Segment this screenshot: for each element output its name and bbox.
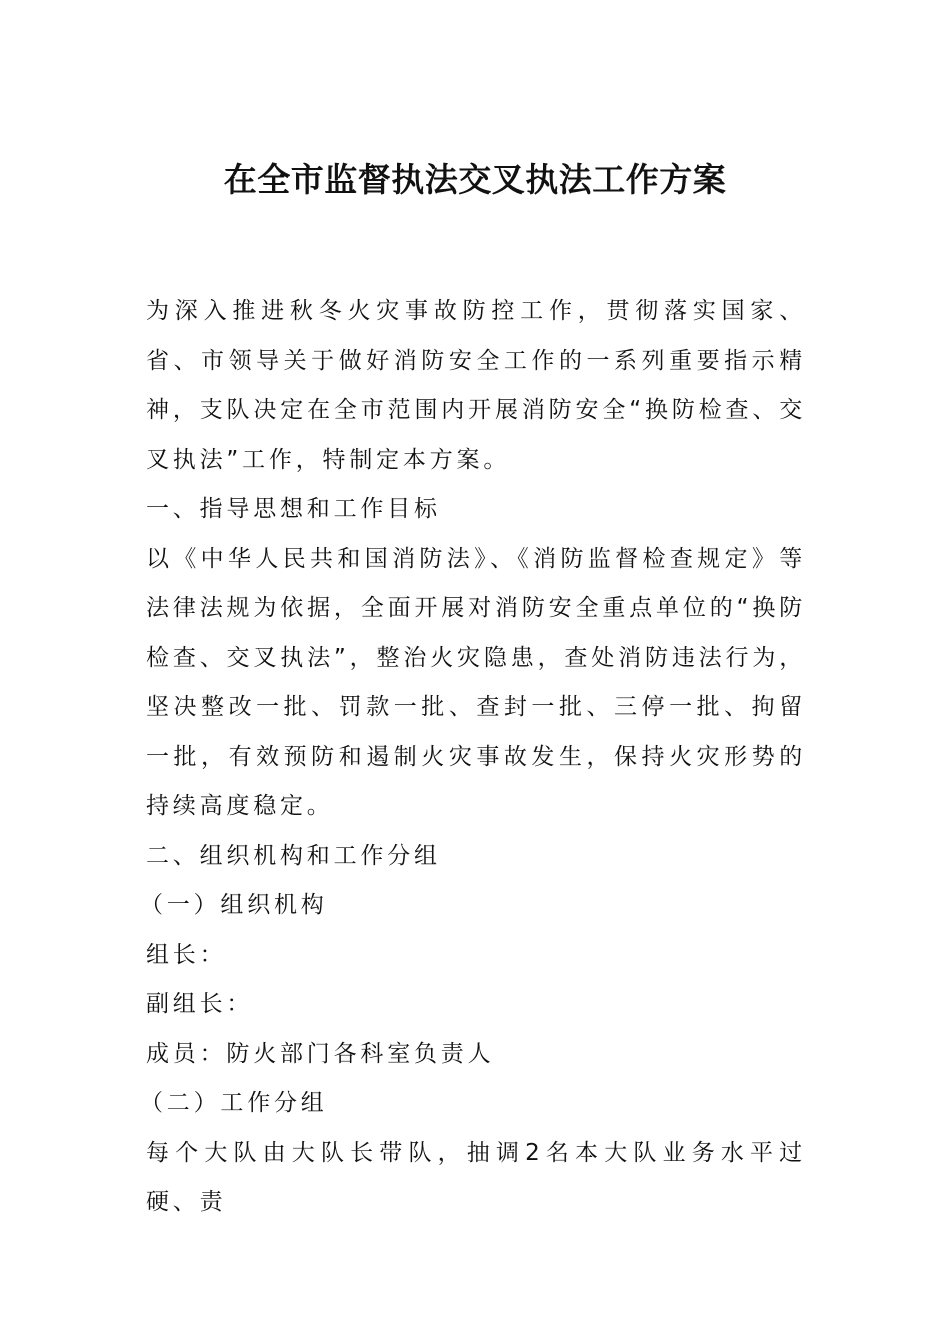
section-1-heading: 一、指导思想和工作目标 <box>146 496 441 522</box>
document-body <box>140 287 806 1228</box>
subsection-1-heading: （一）组织机构 <box>140 892 328 918</box>
leader-line: 组长： <box>146 941 227 968</box>
deputy-leader-line: 副组长： <box>146 991 254 1017</box>
section-1-paragraph: 以《中华人民共和国消防法》、《消防监督检查规定》等法律法规为依据，全面开展对消防安全重点单位的“换防检查、交叉执法”，整治火灾隐患，查处消防违法行为，坚决整改一批、罚款一批、查封一批、三停一批、拘留一批，有效预防和遏制火灾事故发生，保持火灾形势的持续高度稳定。 <box>146 545 806 819</box>
subsection-2-paragraph: 每个大队由大队长带队，抽调2名本大队业务水平过硬、责 <box>146 1139 806 1215</box>
document-title: 在全市监督执法交叉执法工作方案 <box>223 160 727 199</box>
intro-paragraph: 为深入推进秋冬火灾事故防控工作，贯彻落实国家、省、市领导关于做好消防安全工作的一系列重要指示精神，支队决定在全市范围内开展消防安全“换防检查、交叉执法”工作，特制定本方案。 <box>146 298 806 473</box>
subsection-2-heading: （二）工作分组 <box>140 1090 328 1116</box>
section-2-heading: 二、组织机构和工作分组 <box>146 842 441 869</box>
members-line: 成员：防火部门各科室负责人 <box>146 1040 495 1067</box>
